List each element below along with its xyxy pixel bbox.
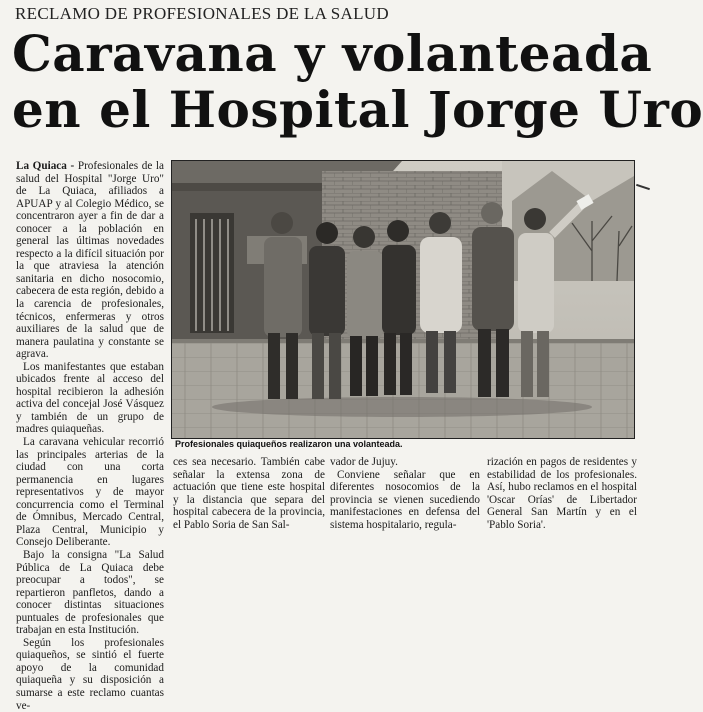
paragraph: Conviene señalar que en diferentes nosocomios de la provincia se vienen sucediendo manifestaciones en defensa del sistema hospitalario, regula- — [330, 468, 480, 531]
paragraph: La caravana vehicular recorrió las principales arterias de la ciudad con una corta permanencia en lugares representativos y de mayor concurrencia como el Terminal de Ómnibus, Mercado Central, Plaza Central, Municipio y Consejo Deliberante. — [16, 436, 164, 549]
paragraph: rización en pagos de residentes y estabilidad de los profesionales. Así, hubo reclamos en el hospital 'Oscar Orías' de Libertador General San Martín y en el 'Pablo Soria'. — [487, 456, 637, 531]
paragraph: ces sea necesario. También cabe señalar la extensa zona de actuación que tiene este hospital y la distancia que separa del hospital cabecera de la provincia, el Pablo Soria de San Sal- — [173, 456, 325, 531]
dateline: La Quiaca - — [16, 160, 75, 172]
paragraph: Según los profesionales quiaqueños, se sintió el fuerte apoyo de la comunidad quiaqueña y su disposición a sumarse a este reclamo cuantas ve- — [16, 636, 164, 712]
article-column-1 — [16, 160, 164, 712]
article-column-4 — [487, 456, 637, 536]
section-kicker: RECLAMO DE PROFESIONALES DE LA SALUD — [15, 4, 389, 23]
headline-line-2: en el Hospital Jorge Uro — [12, 80, 703, 139]
paragraph: La Quiaca - Profesionales de la salud del Hospital "Jorge Uro" de La Quiaca, afiliados a APUAP y al Colegio Médico, se concentraron ayer a fin de dar a conocer a la población en general las últimas novedades respecto a la difícil situación por la que atraviesa la atención sanitaria en dicho nosocomio, cabecera de esta región, debido a la carencia de profesionales, técnicos, enfermeras y otros auxiliares de la salud que de manera paulatina y constante se agrava. — [16, 160, 164, 361]
paragraph: vador de Jujuy. — [330, 456, 398, 468]
article-column-3 — [330, 456, 480, 536]
news-photo — [171, 160, 635, 439]
headline — [12, 24, 703, 139]
paragraph: Bajo la consigna "La Salud Pública de La Quiaca debe preocupar a todos", se repartieron panfletos, dando a conocer distintas situaciones puntuales de profesionales que trabajan en esta Institución. — [16, 548, 164, 637]
photo-caption: Profesionales quiaqueños realizaron una volanteada. — [175, 439, 403, 449]
headline-line-1: Caravana y volanteada — [12, 24, 653, 83]
scan-edge-mark — [636, 184, 650, 190]
group-photo-icon — [172, 161, 634, 438]
paragraph: Los manifestantes que estaban ubicados frente al acceso del hospital recibieron la adhesión activa del concejal José Vásquez y también de un grupo de madres quiaqueñas. — [16, 360, 164, 436]
article-column-2 — [173, 456, 325, 536]
